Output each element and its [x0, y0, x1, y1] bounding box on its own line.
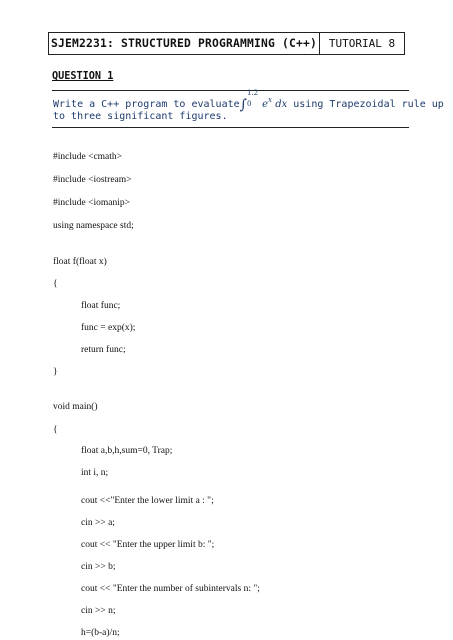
integral-lower-limit: 0: [246, 100, 252, 108]
code-line: cout << "Enter the upper limit b: ";: [81, 539, 215, 550]
code-line: using namespace std;: [53, 221, 134, 232]
integrand-base: e: [262, 99, 269, 110]
code-line: cout <<"Enter the lower limit a : ";: [81, 495, 214, 506]
code-line: #include <iomanip>: [53, 198, 130, 209]
integral-upper-limit: 1.2: [246, 89, 259, 97]
integrand-exponent: x: [268, 96, 272, 104]
question-bottom-rule: [52, 127, 409, 128]
tutorial-label: TUTORIAL 8: [328, 37, 396, 50]
question-top-rule: [52, 90, 409, 91]
code-line: return func;: [81, 344, 126, 355]
code-line: int i, n;: [81, 467, 109, 478]
code-line: func = exp(x);: [81, 322, 136, 333]
code-line: #include <iostream>: [53, 175, 132, 186]
code-line: cin >> n;: [81, 605, 116, 616]
code-line: cout << "Enter the number of subintervals n: ";: [81, 583, 260, 594]
question-heading: QUESTION 1: [52, 71, 114, 82]
code-line: {: [53, 278, 58, 289]
code-line: cin >> a;: [81, 517, 115, 528]
code-line: {: [53, 424, 58, 435]
course-title: SJEM2231: STRUCTURED PROGRAMMING (C++): [49, 33, 320, 54]
code-line: float a,b,h,sum=0, Trap;: [81, 445, 173, 456]
integral-differential: dx: [275, 99, 288, 110]
integral-limits: [246, 89, 259, 108]
code-line: h=(b-a)/n;: [81, 628, 120, 638]
question-text-suffix: using Trapezoidal rule up: [293, 99, 444, 110]
document-header: [48, 32, 405, 55]
integral-sign: ∫: [239, 97, 247, 113]
code-line: float func;: [81, 300, 121, 311]
code-line: void main(): [53, 402, 98, 413]
code-line: float f(float x): [53, 256, 107, 267]
code-line: cin >> b;: [81, 561, 116, 572]
code-line: #include <cmath>: [53, 152, 123, 162]
code-line: }: [53, 366, 58, 377]
question-line-2: to three significant figures.: [53, 111, 228, 122]
question-text-prefix: Write a C++ program to evaluate: [53, 99, 240, 110]
question-line-1: [53, 89, 444, 113]
integral-expression: [239, 89, 288, 113]
